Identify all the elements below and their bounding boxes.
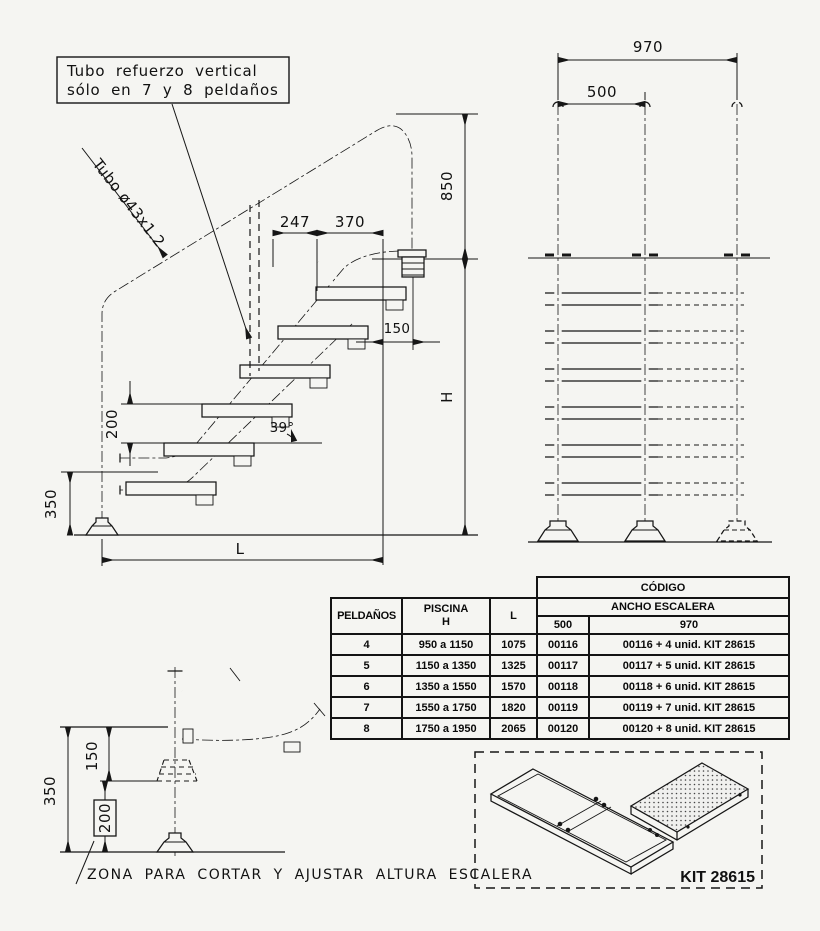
dim-850-label: 850 — [438, 170, 456, 202]
cell-peldanos: 6 — [331, 676, 402, 697]
table-header-codigo: CÓDIGO — [537, 577, 789, 598]
table-header-l: L — [490, 598, 537, 634]
table-header-500: 500 — [537, 616, 589, 634]
kit-label: KIT 28615 — [680, 869, 755, 886]
post-left — [553, 102, 563, 534]
cell-codigo-500: 00120 — [537, 718, 589, 739]
dim-150-label: 150 — [383, 321, 411, 337]
side-view-stair-drawing — [42, 57, 478, 566]
cell-codigo-500: 00118 — [537, 676, 589, 697]
cell-l: 1325 — [490, 655, 537, 676]
tube-diameter-callout — [82, 148, 169, 256]
rungs-solid — [545, 293, 658, 495]
dim-247-label: 247 — [279, 213, 311, 231]
dim-L-label: L — [235, 540, 245, 558]
table-header-peldanos: PELDAÑOS — [331, 598, 402, 634]
table-header-970: 970 — [589, 616, 789, 634]
detail-post — [168, 667, 183, 856]
cell-peldanos: 7 — [331, 697, 402, 718]
cell-codigo-500: 00119 — [537, 697, 589, 718]
table-row — [331, 676, 789, 697]
table-row — [331, 697, 789, 718]
dim-angle-label: 39° — [269, 420, 295, 436]
note-line-1: Tubo refuerzo vertical — [67, 62, 258, 80]
cell-peldanos: 5 — [331, 655, 402, 676]
cell-piscina: 1550 a 1750 — [402, 697, 490, 718]
spec-table — [330, 576, 790, 740]
vertical-reinforcement-tube-dashed — [250, 200, 259, 376]
dim-500-label: 500 — [586, 83, 618, 101]
cell-codigo-970: 00116 + 4 unid. KIT 28615 — [589, 634, 789, 655]
dim-350-label: 350 — [42, 488, 60, 520]
table-header-ancho: ANCHO ESCALERA — [537, 598, 789, 616]
detail-dim-150-label: 150 — [83, 740, 101, 772]
detail-dim-350-label: 350 — [41, 775, 59, 807]
dimensions-detail — [41, 727, 116, 852]
front-feet — [538, 521, 757, 541]
cell-codigo-500: 00116 — [537, 634, 589, 655]
cell-codigo-970: 00120 + 8 unid. KIT 28615 — [589, 718, 789, 739]
stringer-rail-near — [120, 251, 400, 463]
detail-foot — [157, 833, 193, 852]
cell-codigo-970: 00118 + 6 unid. KIT 28615 — [589, 676, 789, 697]
kit-step-plate — [631, 763, 748, 840]
cell-codigo-970: 00119 + 7 unid. KIT 28615 — [589, 697, 789, 718]
kit-step-frame — [491, 769, 673, 874]
detail-step-tube-upper — [182, 668, 240, 691]
cell-l: 2065 — [490, 718, 537, 739]
detail-dim-200-label: 200 — [96, 802, 114, 834]
table-header-piscina-line2: H — [442, 616, 450, 628]
treads — [126, 287, 406, 505]
dim-370-label: 370 — [334, 213, 366, 231]
post-foot — [86, 518, 118, 535]
cell-peldanos: 4 — [331, 634, 402, 655]
post-middle — [640, 102, 650, 534]
cell-codigo-970: 00117 + 5 unid. KIT 28615 — [589, 655, 789, 676]
cell-peldanos: 8 — [331, 718, 402, 739]
cell-piscina: 1350 a 1550 — [402, 676, 490, 697]
tube-diameter-label: Tubo ø43x1.2 — [88, 155, 169, 251]
dim-H-label: H — [438, 391, 456, 403]
cell-l: 1075 — [490, 634, 537, 655]
table-row — [331, 718, 789, 739]
note-box — [57, 57, 289, 338]
cell-piscina: 1150 a 1350 — [402, 655, 490, 676]
dimensions-front — [558, 38, 737, 104]
detail-caption-text: ZONA PARA CORTAR Y AJUSTAR ALTURA ESCALERA — [87, 867, 534, 883]
dim-200-label: 200 — [103, 408, 121, 440]
table-row — [331, 634, 789, 655]
table-header-piscina-line1: PISCINA — [423, 603, 469, 616]
cell-l: 1570 — [490, 676, 537, 697]
handrail-tube — [102, 126, 412, 522]
table-row — [331, 655, 789, 676]
note-line-2: sólo en 7 y 8 peldaños — [67, 81, 279, 99]
table-header-piscina — [402, 598, 490, 634]
detail-caption — [76, 841, 533, 884]
post-right-dashed — [732, 102, 742, 534]
table-spacer — [331, 577, 537, 598]
cell-codigo-500: 00117 — [537, 655, 589, 676]
dim-970-label: 970 — [632, 38, 664, 56]
detail-step-tube-lower — [182, 703, 325, 752]
cell-piscina: 950 a 1150 — [402, 634, 490, 655]
cell-piscina: 1750 a 1950 — [402, 718, 490, 739]
front-view-ladder-drawing — [528, 38, 772, 542]
cell-l: 1820 — [490, 697, 537, 718]
